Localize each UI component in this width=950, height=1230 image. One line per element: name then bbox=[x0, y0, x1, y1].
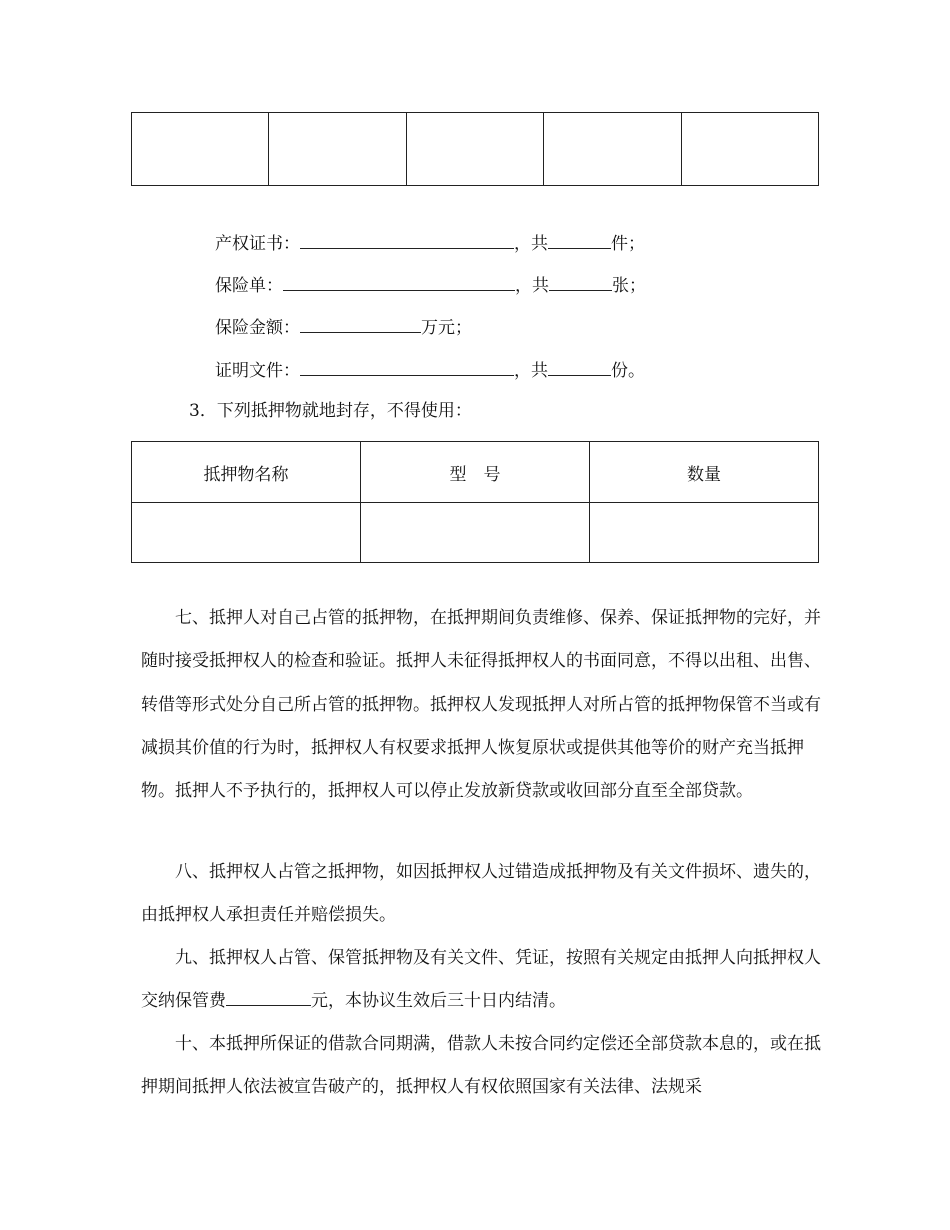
clause-8 bbox=[141, 851, 831, 938]
property-count-blank bbox=[548, 230, 611, 249]
count-separator: ，共 bbox=[515, 276, 549, 296]
header-collateral-name: 抵押物名称 bbox=[132, 442, 361, 503]
insurance-amount-line bbox=[215, 314, 472, 340]
clause-10 bbox=[141, 1023, 831, 1110]
clause-9-text-start: 九、抵押权人占管、保管抵押物及有关文件、凭证，按照有关规定由抵押人向抵押权人交纳保管费 bbox=[141, 948, 821, 1012]
header-model: 型 号 bbox=[360, 442, 589, 503]
insurance-count-blank bbox=[549, 272, 612, 291]
table-cell bbox=[590, 503, 819, 563]
table-cell bbox=[360, 503, 589, 563]
unit-label: 件； bbox=[611, 234, 645, 254]
clause-9-text-end: 元，本协议生效后三十日内结清。 bbox=[311, 991, 566, 1012]
table-row bbox=[132, 113, 819, 186]
count-separator: ，共 bbox=[514, 361, 548, 381]
clause-7 bbox=[141, 597, 831, 813]
insurance-amount-label: 保险金额： bbox=[215, 318, 300, 338]
clause-8-text: 八、抵押权人占管之抵押物，如因抵押权人过错造成抵押物及有关文件损坏、遗失的，由抵押权人承担责任并赔偿损失。 bbox=[141, 862, 821, 926]
insurance-policy-blank bbox=[283, 272, 515, 291]
count-separator: ，共 bbox=[514, 234, 548, 254]
documents-label: 证明文件： bbox=[215, 361, 300, 381]
table-row bbox=[132, 503, 819, 563]
table-cell bbox=[406, 113, 543, 186]
insurance-amount-blank bbox=[300, 314, 421, 333]
unit-label: 张； bbox=[612, 276, 646, 296]
clause-9-text bbox=[141, 937, 831, 1024]
sealed-collateral-table bbox=[131, 441, 819, 563]
table-cell bbox=[544, 113, 681, 186]
documents-line bbox=[215, 357, 645, 383]
table-cell bbox=[132, 113, 269, 186]
unit-label: 份。 bbox=[611, 361, 645, 381]
table-cell bbox=[132, 503, 361, 563]
insurance-policy-label: 保险单： bbox=[215, 276, 283, 296]
property-certificate-blank bbox=[300, 230, 514, 249]
item-3-heading: 3．下列抵押物就地封存，不得使用： bbox=[189, 401, 472, 421]
table-cell bbox=[681, 113, 818, 186]
unit-label: 万元； bbox=[421, 318, 472, 338]
header-quantity: 数量 bbox=[590, 442, 819, 503]
storage-fee-blank bbox=[226, 987, 311, 1006]
property-certificate-line bbox=[215, 230, 645, 256]
clause-9 bbox=[141, 937, 831, 1024]
documents-blank bbox=[300, 357, 514, 376]
clause-7-text: 七、抵押人对自己占管的抵押物，在抵押期间负责维修、保养、保证抵押物的完好，并随时接受抵押权人的检查和验证。抵押人未征得抵押权人的书面同意，不得以出租、出售、转借等形式处分自己所占管的抵押物。抵押权人发现抵押人对所占管的抵押物保管不当或有减损其价值的行为时，抵押权人有权要求抵押人恢复原状或提供其他等价的财产充当抵押物。抵押人不予执行的，抵押权人可以停止发放新贷款或收回部分直至全部贷款。 bbox=[141, 608, 821, 802]
property-certificate-label: 产权证书： bbox=[215, 234, 300, 254]
table-header-row bbox=[132, 442, 819, 503]
continued-table bbox=[131, 112, 819, 186]
clause-10-text: 十、本抵押所保证的借款合同期满，借款人未按合同约定偿还全部贷款本息的，或在抵押期间抵押人依法被宣告破产的，抵押权人有权依照国家有关法律、法规采 bbox=[141, 1034, 821, 1098]
table-cell bbox=[269, 113, 406, 186]
documents-count-blank bbox=[548, 357, 611, 376]
insurance-policy-line bbox=[215, 272, 646, 298]
